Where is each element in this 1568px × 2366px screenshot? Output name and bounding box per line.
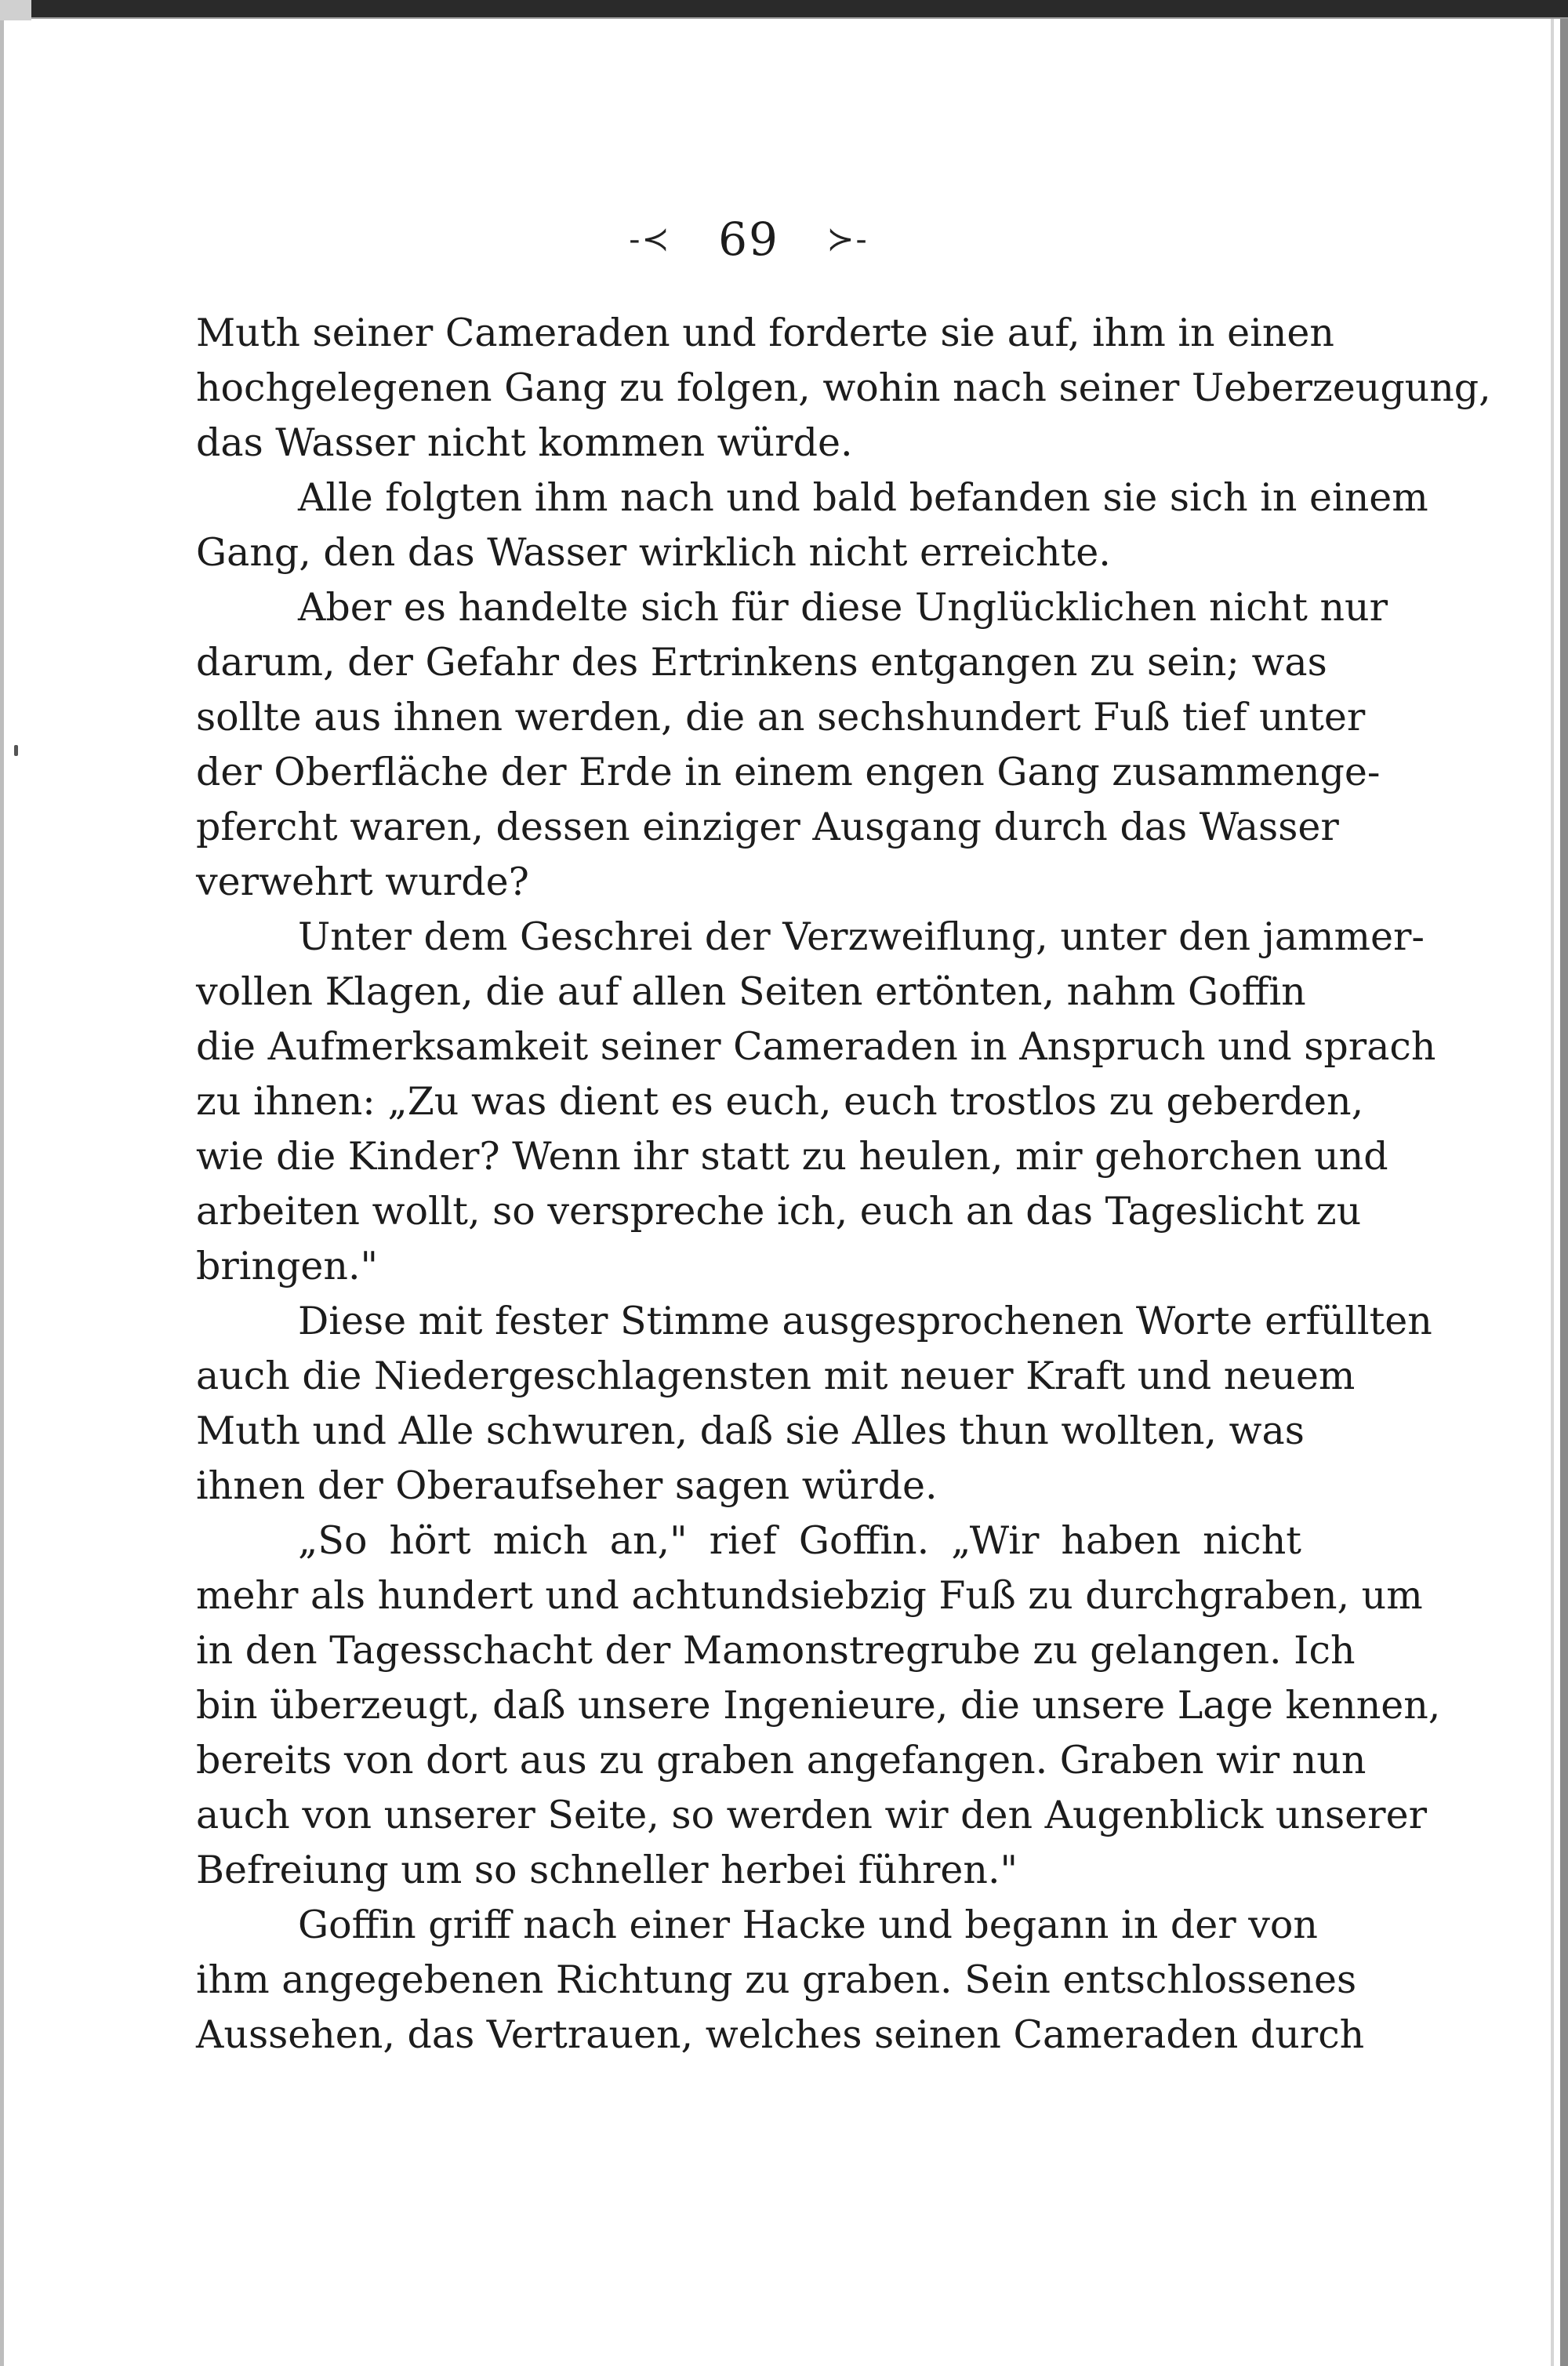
text-line: Unter dem Geschrei der Verzweiflung, unter den jammer- xyxy=(298,914,1425,959)
text-line: bringen." xyxy=(196,1244,379,1288)
text-line: sollte aus ihnen werden, die an sechshundert Fuß tief unter xyxy=(196,695,1366,740)
header-ornament-right: ≻- xyxy=(826,220,869,258)
text-line: verwehrt wurde? xyxy=(196,860,529,904)
text-line: Aussehen, das Vertrauen, welches seinen Cameraden durch xyxy=(196,2012,1365,2057)
text-line: Muth und Alle schwuren, daß sie Alles thun wollten, was xyxy=(196,1408,1305,1453)
text-line: mehr als hundert und achtundsiebzig Fuß zu durchgraben, um xyxy=(196,1573,1423,1618)
body-text xyxy=(196,306,1491,2063)
text-line: ihnen der Oberaufseher sagen würde. xyxy=(196,1463,938,1508)
text-line: Goffin griff nach einer Hacke und begann in der von xyxy=(298,1903,1318,1947)
text-line: Muth seiner Cameraden und forderte sie auf, ihm in einen xyxy=(196,311,1334,355)
text-line: zu ihnen: „Zu was dient es euch, euch trostlos zu geberden, xyxy=(196,1079,1364,1124)
scan-right-edge-inner xyxy=(1551,19,1554,2366)
text-line: vollen Klagen, die auf allen Seiten ertönten, nahm Goffin xyxy=(196,969,1306,1014)
scan-right-edge xyxy=(1560,19,1568,2366)
text-line: pfercht waren, dessen einziger Ausgang durch das Wasser xyxy=(196,805,1339,849)
text-line: auch von unserer Seite, so werden wir den Augenblick unserer xyxy=(196,1793,1428,1837)
scan-speck xyxy=(14,745,18,756)
page-header xyxy=(196,212,1301,267)
text-line: Aber es handelte sich für diese Unglücklichen nicht nur xyxy=(298,585,1388,630)
scan-top-border-shadow xyxy=(0,17,1568,19)
text-line: Alle folgten ihm nach und bald befanden sie sich in einem xyxy=(298,475,1428,520)
header-ornament-left: -≺ xyxy=(629,220,671,258)
book-page xyxy=(196,200,1491,2121)
page-number: 69 xyxy=(718,213,779,266)
text-line: hochgelegenen Gang zu folgen, wohin nach seiner Ueberzeugung, xyxy=(196,365,1491,410)
scan-left-edge xyxy=(0,20,4,2366)
text-line: bin überzeugt, daß unsere Ingenieure, die unsere Lage kennen, xyxy=(196,1683,1441,1728)
text-line: Befreiung um so schneller herbei führen." xyxy=(196,1848,1018,1892)
text-line: arbeiten wollt, so verspreche ich, euch an das Tageslicht zu xyxy=(196,1189,1362,1234)
text-line: der Oberfläche der Erde in einem engen Gang zusammenge- xyxy=(196,750,1381,794)
text-line: in den Tagesschacht der Mamonstregrube zu gelangen. Ich xyxy=(196,1628,1356,1673)
text-line: darum, der Gefahr des Ertrinkens entgangen zu sein; was xyxy=(196,640,1327,685)
text-line: Diese mit fester Stimme ausgesprochenen Worte erfüllten xyxy=(298,1299,1432,1343)
text-line: die Aufmerksamkeit seiner Cameraden in Anspruch und sprach xyxy=(196,1024,1436,1069)
text-line: das Wasser nicht kommen würde. xyxy=(196,420,853,465)
text-line: wie die Kinder? Wenn ihr statt zu heulen, mir gehorchen und xyxy=(196,1134,1388,1179)
text-line: Gang, den das Wasser wirklich nicht erreichte. xyxy=(196,530,1111,575)
text-line: „So hört mich an," rief Goffin. „Wir haben nicht xyxy=(298,1518,1301,1563)
scan-top-border xyxy=(0,0,1568,17)
scan-corner-mark xyxy=(0,0,31,20)
text-line: bereits von dort aus zu graben angefangen. Graben wir nun xyxy=(196,1738,1367,1783)
text-line: ihm angegebenen Richtung zu graben. Sein entschlossenes xyxy=(196,1957,1357,2002)
text-line: auch die Niedergeschlagensten mit neuer Kraft und neuem xyxy=(196,1354,1356,1398)
